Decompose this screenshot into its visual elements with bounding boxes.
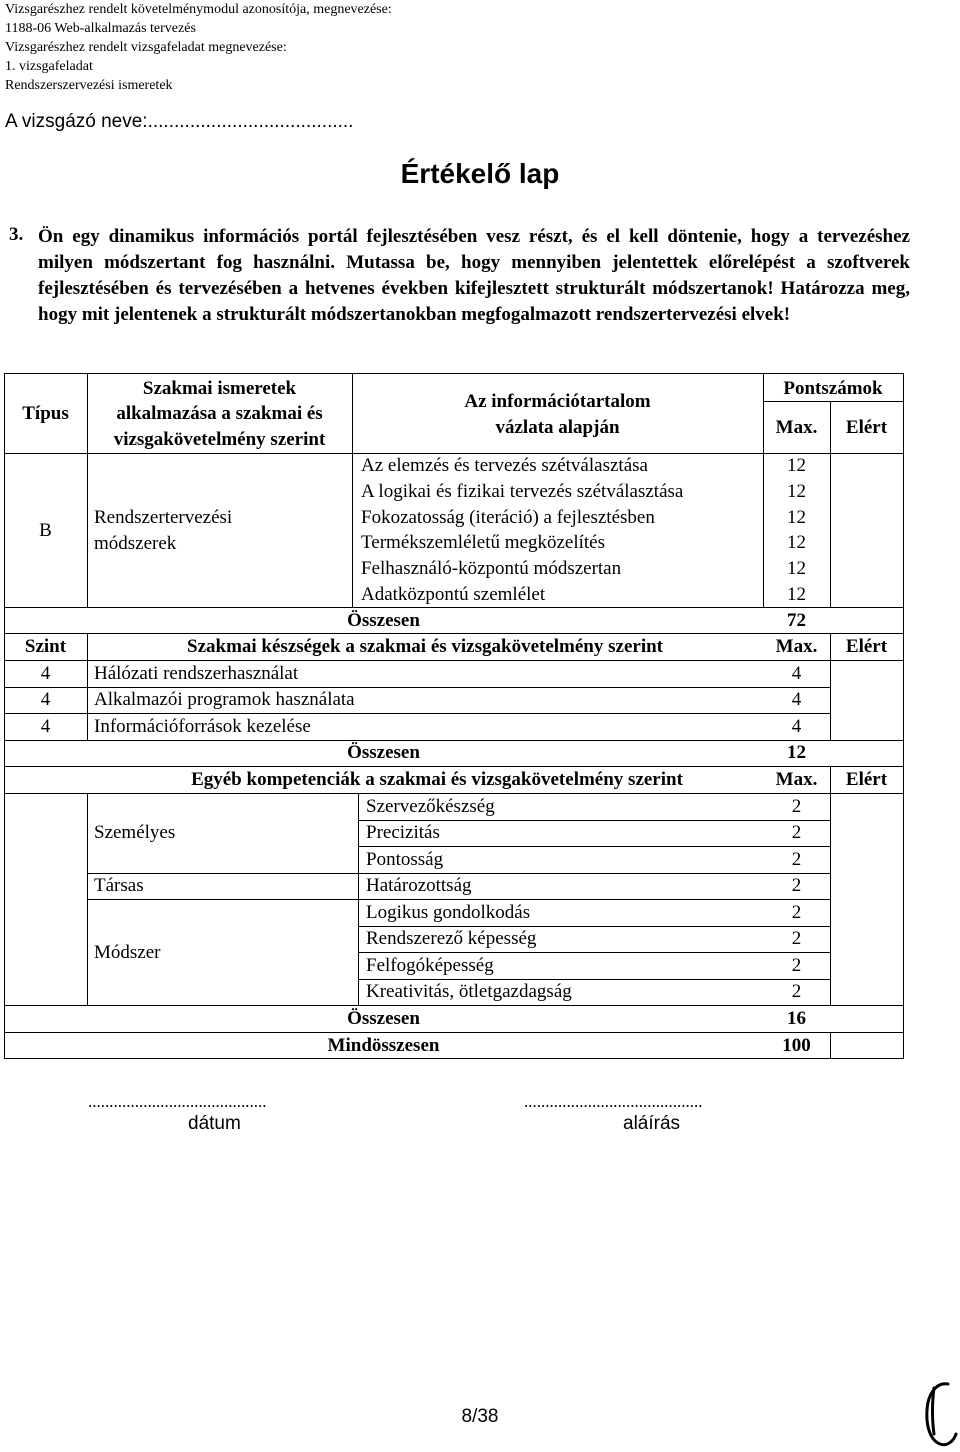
criterion-label: Az elemzés és tervezés szétválasztása (361, 455, 648, 476)
signature-dots: .......................................... (524, 1092, 703, 1111)
criterion-label: A logikai és fizikai tervezés szétválasztása (361, 481, 684, 502)
skill-label: Információforrások kezelése (94, 716, 311, 737)
table-rule (830, 766, 831, 1005)
competency-label: Kreativitás, ötletgazdagság (366, 981, 572, 1002)
header-line: 1. vizsgafeladat (5, 59, 93, 74)
col-max-heading: Max. (775, 636, 818, 657)
col-szint-heading: Szint (24, 636, 67, 657)
competency-max: 2 (791, 849, 802, 870)
grand-total-value: 100 (782, 1035, 811, 1056)
criterion-max: 12 (787, 558, 806, 579)
page-title: Értékelő lap (400, 158, 560, 189)
competency-max: 2 (791, 981, 802, 1002)
section3-total-label: Összesen (347, 1008, 420, 1029)
section2-total-value: 12 (787, 742, 806, 763)
competency-label: Rendszerező képesség (366, 928, 537, 949)
competency-group: Módszer (94, 942, 161, 963)
document-header (5, 0, 392, 95)
skill-level: 4 (40, 663, 51, 684)
competency-max: 2 (791, 902, 802, 923)
competency-max: 2 (791, 822, 802, 843)
section2-heading: Szakmai készségek a szakmai és vizsgakövetelmény szerint (187, 636, 663, 657)
competency-group: Személyes (94, 822, 176, 843)
criterion-label: Felhasználó-központú módszertan (361, 558, 622, 579)
criterion-label: Fokozatosság (iteráció) a fejlesztésben (361, 507, 655, 528)
competency-label: Precizitás (366, 822, 440, 843)
section3-total-value: 16 (787, 1008, 806, 1029)
competency-label: Szervezőkészség (366, 796, 495, 817)
section3-heading: Egyéb kompetenciák a szakmai és vizsgakövetelmény szerint (191, 769, 683, 790)
table-rule (358, 793, 359, 1005)
col-pontszamok-heading: Pontszámok (783, 378, 883, 399)
competency-group: Társas (94, 875, 144, 896)
table-border-right (903, 373, 904, 1059)
col-max-heading: Max. (775, 417, 818, 438)
col-info-heading-line: vázlata alapján (495, 417, 620, 438)
task-text: Ön egy dinamikus információs portál fejlesztésében vesz részt, és el kell döntenie, hogy a tervezéshez milyen módszertant fog használni. Mutassa be, hogy mennyiben jelentettek előrelépést a szoftverek fejlesztésében és tervezésében a hetvenes években kifejlesztett strukturált módszertanok! Határozza meg, hogy mit jelentenek a strukturált módszertanokban megfogalmazott rendszertervezési elvek! (38, 226, 910, 325)
competency-max: 2 (791, 955, 802, 976)
criterion-max: 12 (787, 584, 806, 605)
col-max-heading: Max. (775, 769, 818, 790)
col-tipus-heading: Típus (22, 403, 69, 424)
candidate-name-field: A vizsgázó neve:....................................... (5, 111, 354, 132)
category-line: módszerek (94, 533, 177, 554)
col-szakmai-heading-line: Szakmai ismeretek (142, 378, 297, 399)
competency-label: Felfogóképesség (366, 955, 494, 976)
table-border-top (4, 373, 904, 374)
header-line: 1188-06 Web-alkalmazás tervezés (5, 21, 196, 36)
competency-max: 2 (791, 796, 802, 817)
criterion-label: Termékszemléletű megközelítés (361, 532, 605, 553)
skill-max: 4 (791, 716, 802, 737)
col-szakmai-heading-line: alkalmazása a szakmai és (116, 403, 323, 424)
page-number: 8/38 (461, 1406, 499, 1427)
skill-level: 4 (40, 689, 51, 710)
skill-max: 4 (791, 663, 802, 684)
col-elert-heading: Elért (845, 769, 888, 790)
competency-max: 2 (791, 928, 802, 949)
date-label: dátum (188, 1113, 241, 1134)
competency-label: Pontosság (366, 849, 444, 870)
skill-label: Hálózati rendszerhasználat (94, 663, 299, 684)
skill-max: 4 (791, 689, 802, 710)
criterion-max: 12 (787, 532, 806, 553)
grand-total-label: Mindösszesen (327, 1035, 440, 1056)
section1-total-label: Összesen (347, 610, 420, 631)
table-rule (87, 793, 88, 1005)
section1-total-value: 72 (787, 610, 806, 631)
table-rule (830, 1032, 831, 1058)
col-elert-heading: Elért (845, 636, 888, 657)
criterion-label: Adatközpontú szemlélet (361, 584, 546, 605)
competency-label: Határozottság (366, 875, 472, 896)
skill-level: 4 (40, 716, 51, 737)
signature-label: aláírás (623, 1113, 681, 1134)
header-line: Vizsgarészhez rendelt követelménymodul azonosítója, megnevezése: (5, 2, 392, 17)
col-szakmai-heading-line: vizsgakövetelmény szerint (113, 429, 326, 450)
col-info-heading-line: Az információtartalom (464, 391, 651, 412)
type-cell: B (39, 520, 52, 541)
criterion-max: 12 (787, 455, 806, 476)
section2-total-label: Összesen (347, 742, 420, 763)
date-dots: .......................................... (88, 1092, 267, 1111)
criterion-max: 12 (787, 507, 806, 528)
criterion-max: 12 (787, 481, 806, 502)
competency-label: Logikus gondolkodás (366, 902, 531, 923)
col-elert-heading: Elért (845, 417, 888, 438)
skill-label: Alkalmazói programok használata (94, 689, 355, 710)
header-line: Rendszerszervezési ismeretek (5, 78, 173, 93)
task-number: 3. (9, 224, 24, 245)
header-line: Vizsgarészhez rendelt vizsgafeladat megnevezése: (5, 40, 287, 55)
competency-max: 2 (791, 875, 802, 896)
category-line: Rendszertervezési (94, 507, 233, 528)
